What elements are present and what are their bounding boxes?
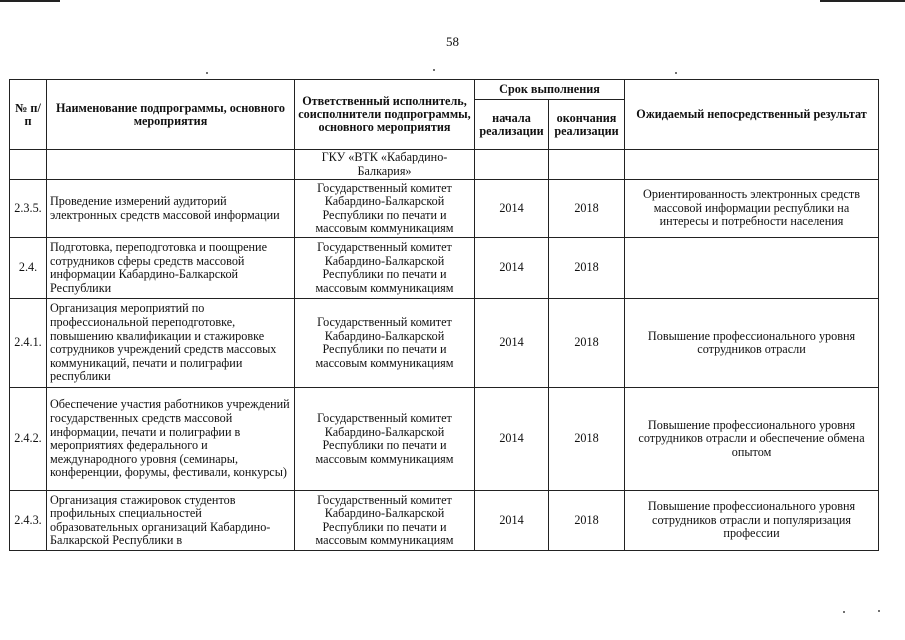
header-start: начала реализации (475, 100, 549, 150)
scan-top-rule (0, 0, 60, 2)
row-result: Повышение профессионального уровня сотрудников отрасли и обеспечение обмена опытом (625, 388, 879, 491)
table-row (10, 388, 879, 491)
scan-speck (433, 69, 435, 71)
row-num: 2.3.5. (10, 180, 47, 238)
row-num: 2.4.2. (10, 388, 47, 491)
row-executor: Государственный комитет Кабардино-Балкарской Республики по печати и массовым коммуникациям (295, 491, 475, 551)
row-name: Организация мероприятий по профессиональной переподготовке, повышению квалификации и стажировке сотрудников учреждений средств массовых коммуникаций, печати и полиграфии республики (47, 299, 295, 388)
scan-speck (878, 610, 880, 612)
row-executor: ГКУ «ВТК «Кабардино-Балкария» (295, 150, 475, 180)
row-executor: Государственный комитет Кабардино-Балкарской Республики по печати и массовым коммуникациям (295, 388, 475, 491)
row-start (475, 150, 549, 180)
row-result (625, 150, 879, 180)
scan-speck (843, 611, 845, 613)
row-name: Подготовка, переподготовка и поощрение сотрудников сферы средств массовой информации Кабардино-Балкарской Республики (47, 238, 295, 299)
scan-top-rule (820, 0, 905, 2)
row-end: 2018 (549, 299, 625, 388)
scan-speck (675, 72, 677, 74)
row-result: Ориентированность электронных средств массовой информации республики на интересы и потребности населения (625, 180, 879, 238)
program-table (9, 79, 879, 551)
header-result: Ожидаемый непосредственный результат (625, 80, 879, 150)
table-row (10, 150, 879, 180)
header-row (10, 80, 879, 100)
page-number: 58 (446, 34, 459, 49)
row-name (47, 150, 295, 180)
row-executor: Государственный комитет Кабардино-Балкарской Республики по печати и массовым коммуникациям (295, 180, 475, 238)
row-result: Повышение профессионального уровня сотрудников отрасли и популяризация профессии (625, 491, 879, 551)
row-start: 2014 (475, 299, 549, 388)
row-end: 2018 (549, 388, 625, 491)
row-name: Обеспечение участия работников учреждений государственных средств массовой информации, печати и полиграфии в мероприятиях федерального и международного уровня (семинары, конференции, форумы, фестивали, конкурсы) (47, 388, 295, 491)
scan-speck (206, 72, 208, 74)
row-executor: Государственный комитет Кабардино-Балкарской Республики по печати и массовым коммуникациям (295, 299, 475, 388)
header-term: Срок выполнения (475, 80, 625, 100)
header-executor: Ответственный исполнитель, соисполнители подпрограммы, основного мероприятия (295, 80, 475, 150)
row-end: 2018 (549, 238, 625, 299)
table-row (10, 180, 879, 238)
row-start: 2014 (475, 180, 549, 238)
row-result: Повышение профессионального уровня сотрудников отрасли (625, 299, 879, 388)
row-result (625, 238, 879, 299)
row-num (10, 150, 47, 180)
table-row (10, 491, 879, 551)
header-end: окончания реализации (549, 100, 625, 150)
row-name: Организация стажировок студентов профильных специальностей образовательных организаций Кабардино-Балкарской Республики в (47, 491, 295, 551)
row-start: 2014 (475, 238, 549, 299)
header-name: Наименование подпрограммы, основного мероприятия (47, 80, 295, 150)
row-num: 2.4.3. (10, 491, 47, 551)
row-name: Проведение измерений аудиторий электронных средств массовой информации (47, 180, 295, 238)
row-executor: Государственный комитет Кабардино-Балкарской Республики по печати и массовым коммуникациям (295, 238, 475, 299)
row-start: 2014 (475, 491, 549, 551)
row-start: 2014 (475, 388, 549, 491)
table-row (10, 299, 879, 388)
table-row (10, 238, 879, 299)
header-num: № п/п (10, 80, 47, 150)
row-num: 2.4.1. (10, 299, 47, 388)
row-end: 2018 (549, 491, 625, 551)
row-end (549, 150, 625, 180)
row-num: 2.4. (10, 238, 47, 299)
row-end: 2018 (549, 180, 625, 238)
